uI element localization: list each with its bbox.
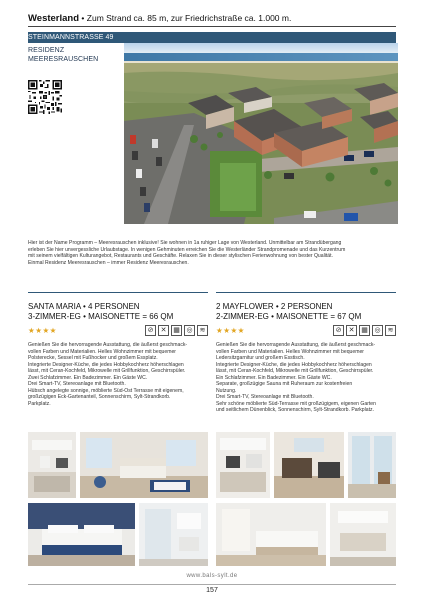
washing-machine-icon: ◎ (372, 325, 383, 336)
apartment-description (216, 342, 396, 414)
apt-text-line: Zwei Schlafzimmer. Ein Badezimmer. Ein Gäste WC. (28, 374, 148, 381)
apt-text-line: großzügigen Eck-Gartenanteil, Sonnenschirm, Sylt-Strandkorb. (28, 394, 171, 400)
apt-text-line: Parkplatz. (28, 400, 51, 407)
photo-bathroom-2 (330, 503, 396, 566)
distances-text: Zum Strand ca. 85 m, zur Friedrichstraße ca. 1.000 m. (86, 13, 292, 23)
property-name-line1: RESIDENZ (28, 46, 65, 54)
apt-text-line: vollen Farben und Materialien. Helles Wohnzimmer mit bequemer (216, 348, 364, 355)
dishwasher-icon: ▦ (171, 325, 182, 336)
apt-text-line: Polsterecke, Sessel mit Fußhocker und großem Essplatz. (28, 355, 158, 361)
apartment-title-line1: 2 MAYFLOWER • 2 PERSONEN (216, 302, 333, 311)
photo-kitchen (28, 432, 76, 498)
property-description (28, 240, 400, 266)
apt-text-line: Integrierte Designer-Küche, die jedes Hobbykochherz höherschlagen (216, 361, 372, 368)
section-divider-left (28, 292, 208, 293)
photo-living-room (80, 432, 208, 498)
wifi-icon: ≋ (197, 325, 208, 336)
nonsmoking-icon: ⊘ (333, 325, 344, 336)
apt-text-line: Hübsch angelegte sonnige, möblierte Süd-Ost Terrasse mit eigenem, (28, 387, 184, 394)
apt-text-line: und seitlichem Dünenblick, Sonnenschirm, Sylt-Strandkorb. Parkplatz. (216, 407, 374, 413)
photo-kitchen-2 (216, 432, 270, 498)
dog-forbidden-icon: ✕ (158, 325, 169, 336)
property-name-line2: MEERESRAUSCHEN (28, 56, 99, 63)
apartment-card-mayflower (216, 302, 396, 414)
description-line: Hier ist der Name Programm – Meeresrauschen inklusive! Sie wohnen in 1a ruhiger Lage von Westerland. Unmittelbar am Strandübergang (28, 240, 342, 246)
amenity-icons (333, 325, 396, 336)
description-line: Einmal Residenz Meeresrauschen – immer Residenz Meeresrauschen. (28, 259, 189, 266)
apt-text-line: Ein Schlafzimmer. Ein Badezimmer. Ein Gäste WC. (216, 374, 332, 381)
section-divider-right (216, 292, 396, 293)
nonsmoking-icon: ⊘ (145, 325, 156, 336)
apt-text-line: Nutzung. (216, 387, 237, 394)
apt-text-line: Genießen Sie die hervorragende Ausstattung, die äußerst geschmack- (216, 342, 376, 348)
apt-text-line: Drei Smart-TV, Stereoanlage mit Bluetooth. (216, 394, 314, 400)
apt-text-line: Ledersitzgarnitur und großem Esstisch. (216, 355, 305, 361)
apt-text-line: lässt, mit Ceran-Kochfeld, Mikrowelle mit Grillfunktion, Geschirrspüler. (216, 368, 374, 374)
apt-text-line: Sehr schöne möblierte Süd-Terrasse mit großzügigem, eigenen Garten (216, 400, 376, 407)
photo-terrace (348, 432, 396, 498)
apt-text-line: lässt, mit Ceran-Kochfeld, Mikrowelle mit Grillfunktion, Geschirrspüler. (28, 368, 186, 374)
photo-bedroom (28, 503, 135, 566)
page-number: 157 (206, 587, 218, 594)
apartment-title-line2: 2-ZIMMER-EG • MAISONETTE = 67 QM (216, 312, 362, 321)
apartment-title-line1: SANTA MARIA • 4 PERSONEN (28, 302, 140, 311)
amenity-icons (145, 325, 208, 336)
description-line: erleben Sie hier unvergessliche Urlaubstage. In wenigen Gehminuten erreichen Sie die Westerländer Strandpromenade und das Kurzentrum (28, 246, 346, 253)
aerial-photo (124, 43, 398, 224)
photo-bathroom (139, 503, 208, 566)
page-header (28, 12, 396, 25)
apt-text-line: Genießen Sie die hervorragende Ausstattung, die äußerst geschmack- (28, 342, 188, 348)
photo-dining (274, 432, 344, 498)
property-street: STEINMANNSTRASSE 49 (28, 34, 114, 41)
wifi-icon: ≋ (385, 325, 396, 336)
description-line: mit seinem vielfältigen Kulturangebot, Restaurants und Geschäfte. Relaxen Sie in dieser stylischen Ferienwohnung von bester Qualität. (28, 253, 333, 259)
photo-bedroom-2 (216, 503, 326, 566)
apt-text-line: Separate, großzügige Sauna mit Ruheraum zur kostenfreien (216, 381, 353, 387)
footer-url[interactable]: www.bals-sylt.de (186, 573, 238, 579)
apt-text-line: Drei Smart-TV, Stereoanlage mit Bluetooth. (28, 381, 126, 387)
star-rating: ★★★★ (28, 326, 57, 335)
dishwasher-icon: ▦ (359, 325, 370, 336)
region-name: Westerland (28, 13, 80, 24)
dog-forbidden-icon: ✕ (346, 325, 357, 336)
qr-code[interactable] (28, 80, 62, 114)
footer-divider (28, 584, 396, 585)
apt-text-line: vollen Farben und Materialien. Helles Wohnzimmer mit bequemer (28, 348, 176, 355)
apartment-title-line2: 3-ZIMMER-EG • MAISONETTE = 66 QM (28, 312, 174, 321)
bullet: • (81, 13, 85, 23)
star-rating: ★★★★ (216, 326, 245, 335)
apartment-description (28, 342, 208, 407)
apartment-card-santa-maria (28, 302, 208, 407)
washing-machine-icon: ◎ (184, 325, 195, 336)
apt-text-line: Integrierte Designer-Küche, die jedes Hobbykochherz höherschlagen (28, 361, 184, 368)
header-divider (28, 26, 396, 27)
property-info (28, 33, 120, 65)
